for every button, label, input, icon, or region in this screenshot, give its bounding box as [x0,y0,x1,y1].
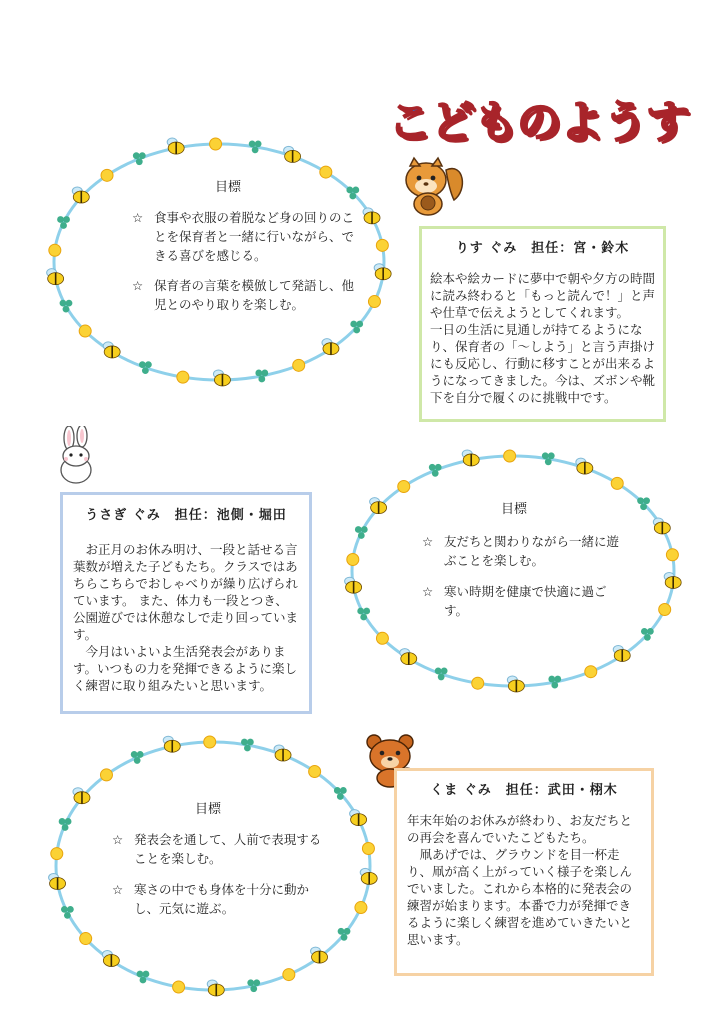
flower-icon [309,765,321,777]
goal-item-text: 発表会を通して、人前で表現することを楽しむ。 [134,832,322,866]
goal-item [422,532,622,570]
bee-icon [274,745,291,761]
class-report-risu [419,226,666,422]
clover-icon [247,979,260,992]
clover-icon [137,971,150,984]
bee-icon [167,138,184,154]
bee-icon [613,645,630,661]
class-report-header: うさぎ ぐみ 担任：池側・堀田 [85,508,287,523]
flower-icon [101,169,113,181]
class-report-header: りす ぐみ 担任：宮・鈴木 [455,241,630,256]
flower-icon [100,769,112,781]
flower-icon [320,166,332,178]
flower-icon [611,477,623,489]
clover-icon [59,818,72,831]
rabbit-icon [52,426,102,486]
class-report-paragraph: 今月はいよいよ生活発表会があります。いつもの力を発揮できるように楽しく練習に取り組みたいと思います。 [73,644,298,693]
goal-heading: 目標 [194,802,221,817]
flower-icon [51,848,63,860]
class-report-kuma [394,768,654,976]
clover-icon [241,739,254,752]
class-report-paragraph: 年末年始のお休みが終わり、お友だちとの再会を喜んでいたこどもたち。 [407,813,633,845]
bee-icon [213,370,230,386]
star-icon: ☆ [422,584,434,599]
bee-icon [360,868,377,884]
clover-icon [357,608,370,621]
goal-item-text: 寒さの中でも身体を十分に動かし、元気に遊ぶ。 [134,882,310,916]
goal-item [132,208,358,265]
flower-icon [177,371,189,383]
class-report-header: くま ぐみ 担任：武田・栩木 [430,783,618,798]
flower-icon [376,239,388,251]
clover-icon [548,676,561,689]
clover-icon [133,152,146,165]
bee-icon [350,810,367,826]
flower-icon [398,481,410,493]
goal-item [132,276,358,314]
clover-icon [249,140,262,153]
clover-icon [131,751,144,764]
goal-heading: 目標 [214,180,241,195]
class-report-body [407,812,641,948]
clover-icon [139,361,152,374]
flower-icon [585,666,597,678]
flower-icon [368,296,380,308]
bee-icon [102,951,119,967]
flower-icon [355,902,367,914]
goal-item [112,880,322,918]
class-report-body [73,541,299,694]
flower-icon [49,244,61,256]
clover-icon [355,526,368,539]
flower-icon [283,969,295,981]
class-report-paragraph: 一日の生活に見通しが持てるようになり、保育者の「～しよう」と言う声掛けにも反応し、行動に移すことが出来るようになってきました。今は、ズボンや靴下を自分で履くのに挑戦中です。 [430,322,656,405]
class-report-usagi [60,492,312,714]
page-title: こどものようす [388,97,689,148]
bee-icon [363,208,380,224]
bee-icon [207,980,224,996]
bee-icon [664,572,681,588]
bee-icon [374,264,391,280]
clover-icon [61,906,74,919]
flower-icon [666,549,678,561]
squirrel-icon [398,156,468,218]
clover-icon [435,668,448,681]
class-report-paragraph: 凧あげでは、グラウンドを目一杯走り、凧が高く上がっていく様子を楽しんでいました。これから本格的に発表会の練習が始まります。本番で力が発揮できるように楽しく練習を進めていきたいと思います。 [407,847,633,947]
bee-icon [400,649,417,665]
star-icon: ☆ [422,534,434,549]
flower-icon [347,554,359,566]
bee-icon [311,947,328,963]
star-icon: ☆ [132,210,144,225]
star-icon: ☆ [112,832,124,847]
star-icon: ☆ [112,882,124,897]
bee-icon [49,874,66,890]
bee-icon [507,676,524,692]
bee-icon [103,342,120,358]
class-report-body [430,270,655,406]
goal-item-text: 友だちと関わりながら一緒に遊ぶことを楽しむ。 [444,534,620,568]
bee-icon [653,518,670,534]
clover-icon [542,452,555,465]
flower-wreath-decoration [336,440,690,702]
goal-item-text: 保育者の言葉を模倣して発語し、他児とのやり取りを楽しむ。 [154,278,355,312]
flower-icon [659,604,671,616]
bee-icon [576,458,593,474]
clover-icon [255,370,268,383]
goal-item-text: 食事や衣服の着脱など身の回りのことを保育者と一緒に行いながら、できる喜びを感じる。 [154,210,355,263]
star-icon: ☆ [132,278,144,293]
class-report-paragraph: お正月のお休み明け、一段と話せる言葉数が増えた子どもたち。クラスではあちらこちらでおしゃべりが繰り広げられています。 また、体力も一段とつき、公園遊びでは休憩なしで走り回っています。 [73,542,299,642]
class-report-paragraph: 絵本や絵カードに夢中で朝や夕方の時間に読み終わると「もっと読んで！」と声や仕草で伝えようとしてくれます。 [430,271,656,320]
bee-icon [163,736,180,752]
flower-icon [376,632,388,644]
flower-icon [173,981,185,993]
flower-icon [293,359,305,371]
clover-icon [429,464,442,477]
flower-icon [472,677,484,689]
flower-icon [210,138,222,150]
flower-icon [204,736,216,748]
goal-item [112,830,322,868]
flower-icon [362,842,374,854]
flower-icon [504,450,516,462]
clover-icon [57,216,70,229]
goal-wreath-2 [336,440,690,702]
goal-heading: 目標 [500,502,527,517]
bee-icon [322,339,339,355]
bee-icon [345,577,362,593]
bee-icon [47,269,64,285]
bee-icon [284,146,301,162]
goal-wreath-3 [40,726,386,1006]
goal-item [422,582,622,620]
clover-icon [60,300,73,313]
bee-icon [462,450,479,466]
flower-icon [79,325,91,337]
goal-wreath-1 [38,128,400,396]
flower-icon [80,933,92,945]
goal-item-text: 寒い時期を健康で快適に過ごす。 [444,584,607,618]
